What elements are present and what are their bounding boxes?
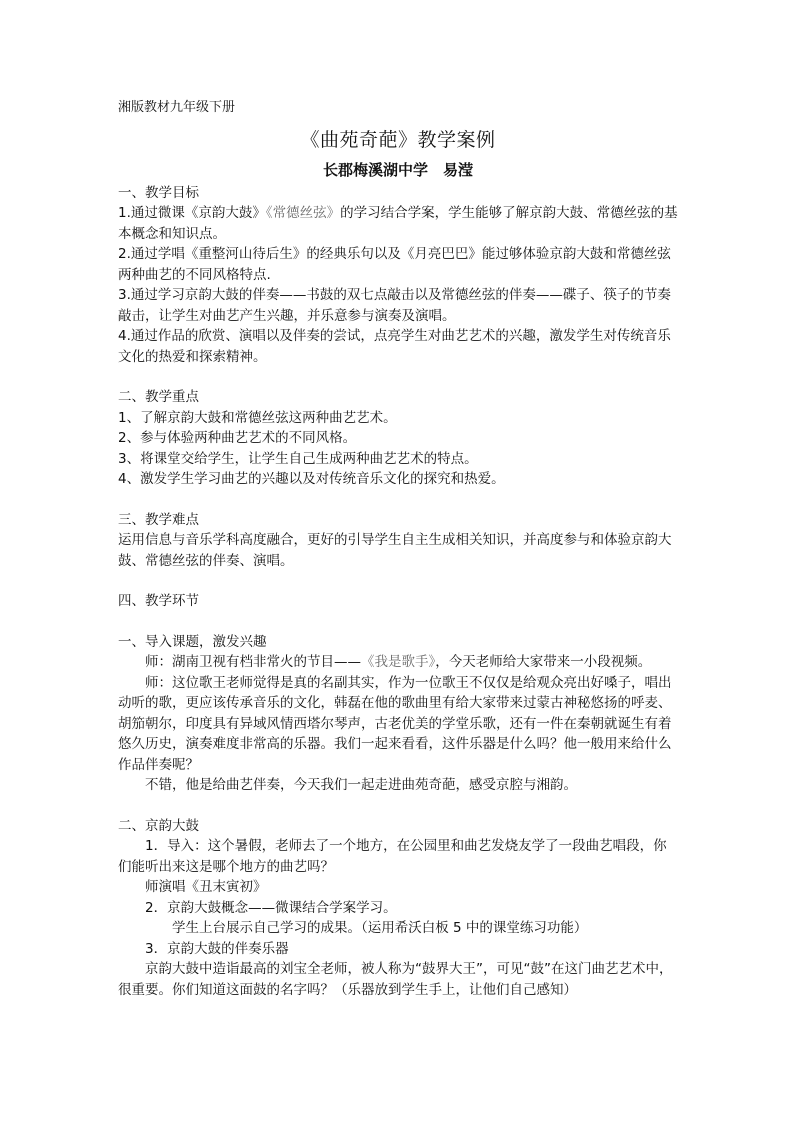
paragraph: 2．京韵大鼓概念——微课结合学案学习。 (145, 899, 397, 916)
section-heading: 四、教学环节 (118, 593, 199, 609)
author-line: 长郡梅溪湖中学 易滢 (322, 160, 473, 179)
section-heading: 一、教学目标 (118, 184, 199, 201)
spacer (118, 367, 678, 387)
step-jingyun-dagu (118, 816, 678, 1001)
objective-text-highlight: 《常德丝弦》 (265, 205, 341, 221)
difficulty-text: 运用信息与音乐学科高度融合，更好的引导学生自主生成相关知识，并高度参与和体验京韵大鼓、常德丝弦的伴奏、演唱。 (118, 532, 672, 569)
spacer (118, 796, 678, 816)
step-heading: 一、导入课题，激发兴趣 (118, 633, 267, 650)
paragraph: 师：这位歌王老师觉得是真的名副其实，作为一位歌王不仅仅是给观众亮出好嗓子，唱出动听的歌，更应该传承音乐的文化，韩磊在他的歌曲里有给大家带来过蒙古神秘悠扬的呼麦、胡笳朝尔，印度具有异域风情西塔尔琴声，古老优美的学堂乐歌，还有一件在秦朝就诞生有着悠久历史，演奏难度非常高的乐器。我们一起来看看，这件乐器是什么吗？他一般用来给什么作品伴奏呢？ (118, 674, 672, 773)
section-heading: 二、教学重点 (118, 389, 199, 405)
document-body (118, 98, 678, 1000)
paragraph (118, 652, 678, 673)
document-title: 《曲苑奇葩》教学案例 (300, 128, 496, 151)
objective-item: 2.通过学唱《重整河山待后生》的经典乐句以及《月亮巴巴》能过够体验京韵大鼓和常德丝弦两种曲艺的不同风格特点. (118, 246, 671, 283)
program-name: 《我是歌手》 (361, 654, 436, 670)
paragraph: 不错，他是给曲艺伴奏，今天我们一起走进曲苑奇葩，感受京腔与湘韵。 (145, 777, 577, 793)
paragraph: 师演唱《丑末寅初》 (145, 879, 267, 895)
step-introduction (118, 632, 678, 796)
paragraph-text: 师：湖南卫视有档非常火的节目—— (145, 654, 361, 670)
section-objectives (118, 183, 678, 368)
objective-text: 的学习结合学案，学生能够了解京韵大鼓、常德丝弦的基本概念和知识点。 (118, 205, 678, 242)
section-heading: 三、教学难点 (118, 511, 199, 528)
section-steps (118, 591, 678, 612)
section-key-points (118, 387, 678, 490)
objective-item: 4.通过作品的欣赏、演唱以及伴奏的尝试，点亮学生对曲艺艺术的兴趣，激发学生对传统音乐文化的热爱和探索精神。 (118, 328, 671, 365)
paragraph-text: ，今天老师给大家带来一小段视频。 (435, 654, 652, 670)
paragraph: 1．导入：这个暑假，老师去了一个地方，在公园里和曲艺发烧友学了一段曲艺唱段，你们能听出来这是哪个地方的曲艺吗？ (118, 838, 667, 875)
key-point-item: 3、将课堂交给学生，让学生自己生成两种曲艺艺术的特点。 (118, 450, 478, 467)
step-heading: 二、京韵大鼓 (118, 817, 199, 834)
spacer (118, 571, 678, 591)
objective-item: 3.通过学习京韵大鼓的伴奏——书鼓的双七点敲击以及常德丝弦的伴奏——碟子、筷子的节奏敲击，让学生对曲艺产生兴趣，并乐意参与演奏及演唱。 (118, 287, 671, 324)
paragraph: 京韵大鼓中造诣最高的刘宝全老师，被人称为“鼓界大王”，可见“鼓”在这门曲艺艺术中，很重要。你们知道这面鼓的名字吗？（乐器放到学生手上，让他们自己感知） (118, 961, 673, 998)
objective-item (118, 203, 678, 244)
key-point-item: 4、激发学生学习曲艺的兴趣以及对传统音乐文化的探究和热爱。 (118, 471, 505, 487)
objective-text: 1.通过微课《京韵大鼓》 (118, 205, 266, 221)
section-difficulties (118, 510, 678, 572)
spacer (118, 490, 678, 510)
spacer (118, 612, 678, 632)
key-point-item: 2、参与体验两种曲艺艺术的不同风格。 (118, 430, 357, 446)
key-point-item: 1、了解京韵大鼓和常德丝弦这两种曲艺艺术。 (118, 409, 397, 426)
paragraph: 学生上台展示自己学习的成果。（运用希沃白板 5 中的课堂练习功能） (172, 920, 588, 936)
paragraph: 3．京韵大鼓的伴奏乐器 (145, 940, 289, 957)
series-label: 湘版教材九年级下册 (118, 100, 236, 115)
